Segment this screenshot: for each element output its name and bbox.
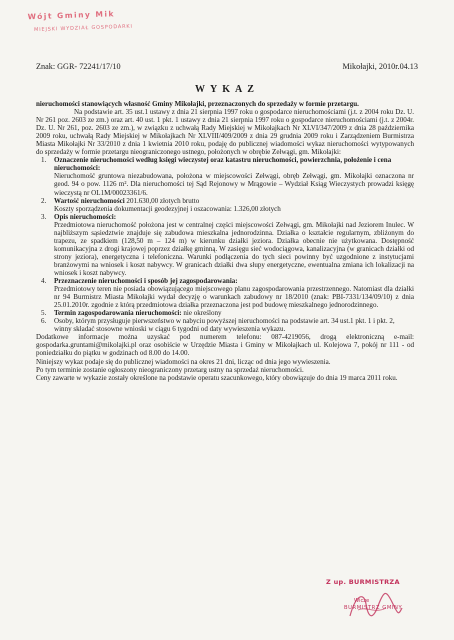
signature-stamp-line3: BURMISTRZ GMINY: [344, 605, 403, 611]
list-item: [54, 197, 414, 213]
valuation-paragraph: Ceny zawarte w wykazie zostały określone na podstawie operatu szacunkowego, który obowiązuje do dnia 19 marca 2011 roku.: [36, 373, 398, 382]
office-stamp: [28, 8, 159, 43]
legal-basis-paragraph: Na podstawie art. 35 ust.1 ustawy z dnia 21 sierpnia 1997 roku o gospodarce nieruchomościami (j.t. z 2004 roku Dz. U. Nr 261 poz. 2603 ze zm.) oraz art. 40 ust. 1 pkt. 1 ustawy z dnia 21 sierpnia 1997 roku o gospodarce nieruchomościami (j.t. z 2004r. Dz. U. Nr 261, poz. 2603 ze zm.), w związku z uchwałą Rady Miejskiej w Mikołajkach Nr XLVI/347/2009 z dnia 28 października 2009 roku, uchwałą Rady Miejskiej w Mikołajkach Nr XLVIII/409/2009 z dnia 29 grudnia 2009 roku i Zarządzeniem Burmistrza Miasta Mikołajki Nr 33/2010 z dnia 1 kwietnia 2010 roku, podaję do publicznej wiadomości wykaz nieruchomości wytypowanych do sprzedaży w formie przetargu nieograniczonego ustnego, położonych w obrębie Zełwągi, gm. Mikołajki:: [36, 108, 414, 157]
signature-stamp-line2: Wicze: [354, 598, 370, 604]
place-and-date: Mikołajki, 2010r.04.13: [342, 62, 418, 71]
item-body: Nieruchomość gruntowa niezabudowana, położona w miejscowości Zełwągi, obręb Zełwągi, gm. Mikołajki oznaczona nr geod. 94 o pow. 1126 m². Dla nieruchomości tej Sąd Rejonowy w Mrągowie – Wydział Ksiąg Wieczystych prowadzi księgę wieczystą nr OL1M/00023361/6.: [54, 172, 414, 197]
list-item: [54, 156, 414, 196]
document-header: [36, 62, 418, 71]
document-body: [36, 100, 414, 382]
item-heading: Opis nieruchomości:: [54, 212, 117, 221]
list-item: [54, 309, 414, 317]
reference-number: Znak: GGR- 72241/17/10: [36, 62, 121, 71]
tender-notice-paragraph: Po tym terminie zostanie ogłoszony nieograniczony przetarg ustny na sprzedaż nieruchomości.: [36, 365, 304, 374]
office-stamp-line2: MIEJSKI WYDZIAŁ GOSPODARKI: [34, 23, 133, 34]
item-heading: Oznaczenie nieruchomości według księgi wieczystej oraz katastru nieruchomości, powierzchnia, położenie i cena nieruchomości:: [54, 156, 392, 173]
handwritten-signature: [346, 586, 406, 626]
signature-stamp-line1: Z up. BURMISTRZA: [326, 578, 400, 586]
item-heading: Wartość nieruchomości: [54, 196, 125, 205]
publication-period-paragraph: Niniejszy wykaz podaje się do publicznej wiadomości na okres 21 dni, licząc od dnia jego wywieszenia.: [36, 357, 331, 366]
item-body: Koszty sporządzenia dokumentacji geodezyjnej i oszacowania: 1.326,00 złotych: [54, 204, 281, 213]
list-item: [54, 277, 414, 309]
document-title: WYKAZ: [195, 84, 259, 95]
item-heading-value: 201.630,00 złotych brutto: [124, 196, 200, 205]
list-item: [54, 213, 414, 277]
list-item: [54, 317, 414, 333]
item-heading: Termin zagospodarowania nieruchomości:: [54, 309, 182, 318]
item-heading: Przeznaczenie nieruchomości i sposób jej zagospodarowania:: [54, 277, 238, 286]
item-body: Przedmiotowa nieruchomość położona jest w centralnej części miejscowości Zełwągi, gm. Mikołajki nad Jeziorem Inulec. W najbliższym sąsiedztwie znajduje się zabudowa mieszkalna jednorodzinna. Działka o kształcie regularnym, zbliżonym do trapezu, ze spadkiem (128,50 m – 124 m) w kierunku działki jeziora. Działka obecnie nie użytkowana. Dostępność komunikacyjna z drogi krajowej poprzez działkę gminną. W zasięgu sieć wodociągowa, kanalizacyjna (w granicach działki od strony jeziora), energetyczna i telefoniczna. Warunki podłączenia do tych sieci powinny być uzgodnione z instytucjami branżowymi na wniosek i koszt nabywcy. W granicach działki dwa słupy energetyczne, ewentualna zmiana ich lokalizacji na wniosek i koszt nabywcy.: [54, 220, 414, 277]
item-body: Przedmiotowy teren nie posiada obowiązującego miejscowego planu zagospodarowania przestrzennego. Natomiast dla działki nr 94 Burmistrz Miasta Mikołajki wydał decyzję o warunkach zabudowy nr 18/2010 (znak: PBI-7331/134/09/10) z dnia 25.01.2010r. zgodnie z którą przedmiotowa działka przeznaczona jest pod budowę mieszkalnego jednorodzinnego.: [54, 285, 414, 310]
item-heading-value: nie określony: [181, 309, 222, 318]
document-subject: nieruchomości stanowiących własność Gminy Mikołajki, przeznaczonych do sprzedaży w formie przetargu.: [36, 100, 359, 108]
item-body: Osoby, którym przysługuje pierwszeństwo w nabyciu powyższej nieruchomości na podstawie art. 34 ust.1 pkt. 1 i pkt. 2, winny składać stosowne wnioski w ciągu 6 tygodni od daty wywieszenia wykazu.: [54, 317, 395, 334]
property-details-list: [36, 156, 414, 333]
office-stamp-line1: Wójt Gminy Mik: [27, 9, 116, 22]
contact-paragraph: Dodatkowe informacje można uzyskać pod numerem telefonu: 087-4219056, drogą elektroniczną e-mail: gospodarka.gruntami@mikolajki.pl oraz osobiście w Urzędzie Miasta i Gminy w Mikołajkach ul. Kolejowa 7, pokój nr 111 - od poniedziałku do piątku w godzinach od 8.00 do 14.00.: [36, 333, 414, 358]
